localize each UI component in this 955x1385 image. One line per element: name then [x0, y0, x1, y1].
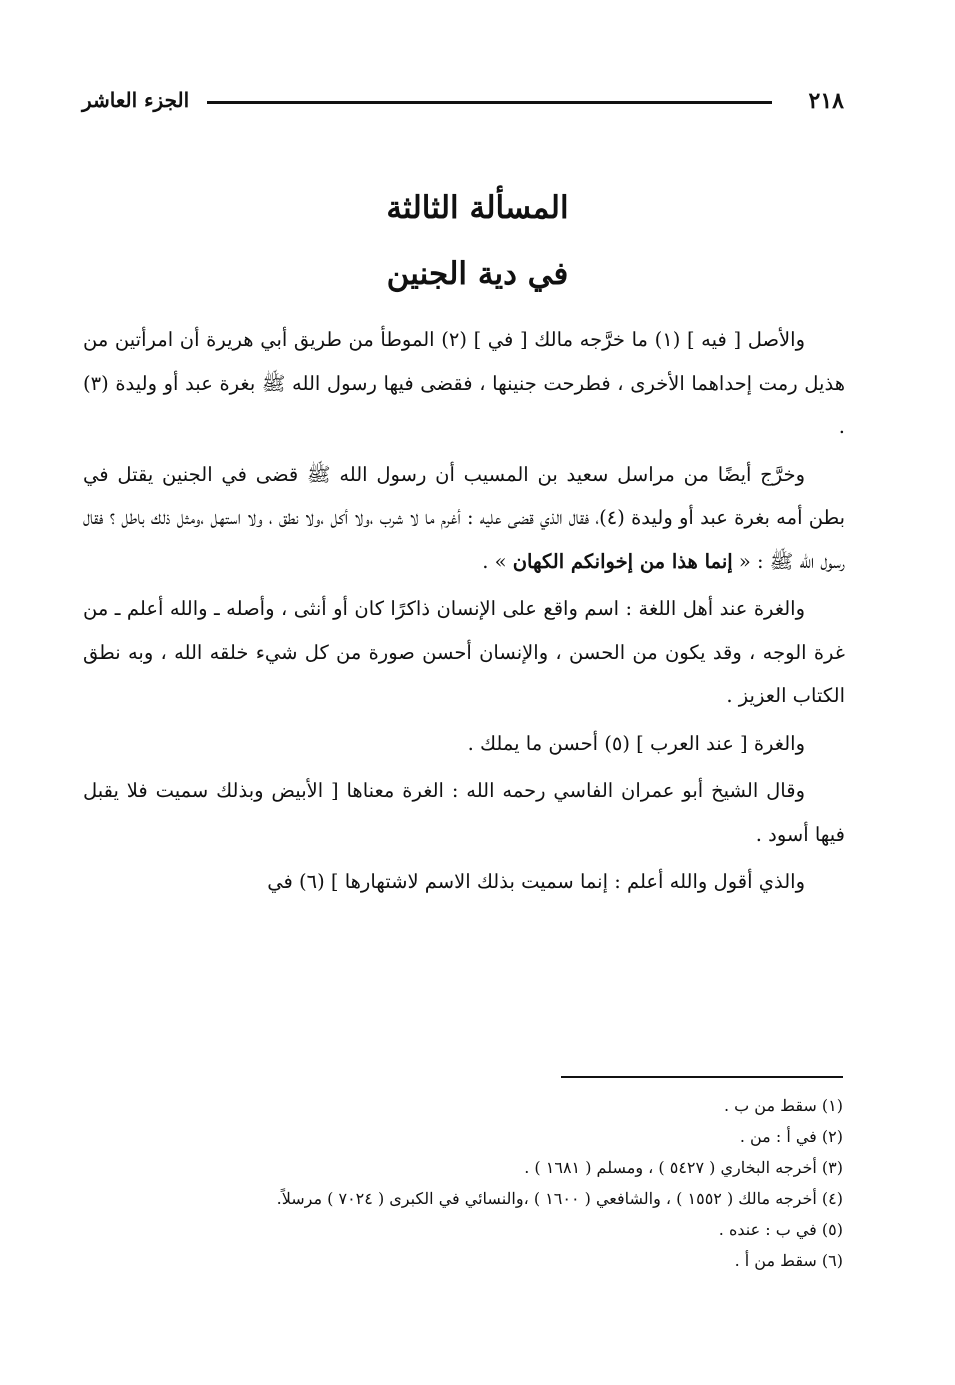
- footnote: (٤) أخرجه مالك ( ١٥٥٢ ) ، والشافعي ( ١٦٠٠ ) ،والنسائي في الكبرى ( ٧٠٢٤ ) مرسلاً.: [276, 1189, 843, 1208]
- paragraph: والذي أقول والله أعلم : إنما سميت بذلك الاسم لاشتهارها ] (٦) في: [267, 870, 805, 893]
- paragraph: وخرَّج أيضًا من مراسل سعيد بن المسيب أن رسول الله ﷺ قضى في الجنين يقتل في بطن أمه بغرة عبد أو وليدة (٤)، فقال الذي قضى عليه : أغرم ما لا شرب ،ولا أكل ،ولا نطق ، ولا استهل ،ومثل ذلك باطل ؟ فقال رسول الله ﷺ : « إنما هذا من إخوانكم الكهان » .: [83, 462, 846, 573]
- page-number: ٢١٨: [808, 88, 844, 114]
- footnotes: [73, 1090, 843, 1276]
- page-header: [82, 88, 844, 118]
- footnote: (١) سقط من ب .: [723, 1096, 843, 1115]
- hadith-quote: إنما هذا من إخوانكم الكهان: [512, 549, 733, 573]
- footnote: (٣) أخرجه البخاري ( ٥٤٢٧ ) ، ومسلم ( ١٦٨١ ) .: [524, 1158, 843, 1177]
- chapter-subtitle: في دية الجنين: [386, 256, 569, 292]
- paragraph: والغرة عند أهل اللغة : اسم واقع على الإنسان ذاكرًا كان أو أنثى ، وأصله ـ والله أعلم ـ من غرة الوجه ، وقد يكون من الحسن ، والإنسان أحسن صورة من كل شيء خلقه الله ، وبه نطق الكتاب العزيز .: [83, 597, 845, 707]
- chapter-title: المسألة الثالثة: [386, 190, 569, 226]
- paragraph: وقال الشيخ أبو عمران الفاسي رحمه الله : الغرة معناها [ الأبيض وبذلك سميت فلا يقبل فيها أسود .: [83, 779, 845, 846]
- footnote: (٥) في ب : عنده .: [718, 1220, 843, 1239]
- running-title: الجزء العاشر: [82, 88, 190, 112]
- header-rule: [207, 101, 772, 104]
- main-text: [83, 318, 845, 904]
- paragraph: والغرة [ عند العرب ] (٥) أحسن ما يملك .: [467, 731, 805, 755]
- footnote: (٦) سقط من أ .: [734, 1251, 843, 1270]
- footnote-separator: [561, 1076, 843, 1078]
- footnote: (٢) في أ : من .: [739, 1127, 843, 1146]
- paragraph: والأصل [ فيه ] (١) ما خرَّجه مالك [ في ] (٢) الموطأ من طريق أبي هريرة أن امرأتين من هذيل رمت إحداهما الأخرى ، فطرحت جنينها ، فقضى فيها رسول الله ﷺ بغرة عبد أو وليدة (٣) .: [83, 328, 845, 438]
